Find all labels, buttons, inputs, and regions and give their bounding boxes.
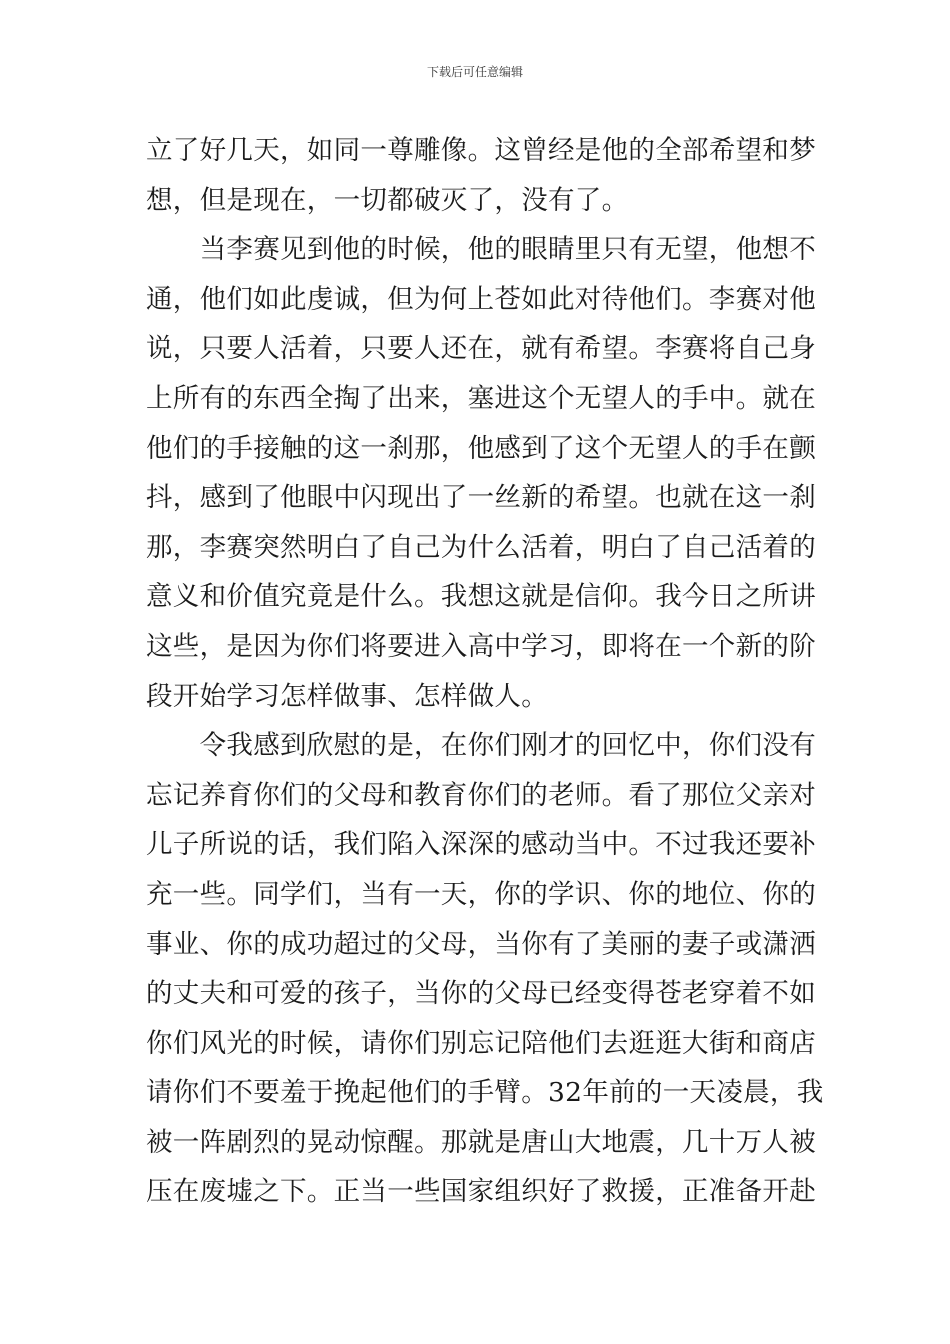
text-line: 段开始学习怎样做事、怎样做人。 xyxy=(146,680,548,712)
text-line: 被一阵剧烈的晃动惊醒。那就是唐山大地震，几十万人被 xyxy=(146,1126,816,1158)
text-line: 压在废墟之下。正当一些国家组织好了救援，正准备开赴 xyxy=(146,1176,816,1208)
text-line: 儿子所说的话，我们陷入深深的感动当中。不过我还要补 xyxy=(146,829,816,861)
text-line: 说，只要人活着，只要人还在，就有希望。李赛将自己身 xyxy=(146,333,816,365)
text-line: 上所有的东西全掏了出来，塞进这个无望人的手中。就在 xyxy=(146,382,816,414)
text-line: 那，李赛突然明白了自己为什么活着，明白了自己活着的 xyxy=(146,531,816,563)
text-line: 立了好几天，如同一尊雕像。这曾经是他的全部希望和梦 xyxy=(146,135,816,166)
text-line: 忘记养育你们的父母和教育你们的老师。看了那位父亲对 xyxy=(146,779,816,811)
text-line: 意义和价值究竟是什么。我想这就是信仰。我今日之所讲 xyxy=(146,581,816,613)
text-line: 令我感到欣慰的是，在你们刚才的回忆中，你们没有 xyxy=(146,730,816,762)
text-line: 通，他们如此虔诚，但为何上苍如此对待他们。李赛对他 xyxy=(146,283,816,315)
text-line: 请你们不要羞于挽起他们的手臂。32年前的一天凌晨，我 xyxy=(146,1077,824,1109)
text-line: 事业、你的成功超过的父母，当你有了美丽的妻子或潇洒 xyxy=(146,928,816,960)
text-line: 想，但是现在，一切都破灭了，没有了。 xyxy=(146,184,629,216)
text-line: 这些，是因为你们将要进入高中学习，即将在一个新的阶 xyxy=(146,630,816,662)
text-line: 充一些。同学们，当有一天，你的学识、你的地位、你的 xyxy=(146,878,816,910)
text-line: 当李赛见到他的时候，他的眼睛里只有无望，他想不 xyxy=(146,234,816,266)
document-body xyxy=(146,126,824,1217)
text-line: 的丈夫和可爱的孩子，当你的父母已经变得苍老穿着不如 xyxy=(146,978,816,1010)
page-header: 下载后可任意编辑 xyxy=(426,65,523,79)
text-line: 他们的手接触的这一刹那，他感到了这个无望人的手在颤 xyxy=(146,432,816,464)
text-line: 你们风光的时候，请你们别忘记陪他们去逛逛大街和商店 xyxy=(146,1027,816,1059)
text-line: 抖，感到了他眼中闪现出了一丝新的希望。也就在这一刹 xyxy=(146,482,816,514)
